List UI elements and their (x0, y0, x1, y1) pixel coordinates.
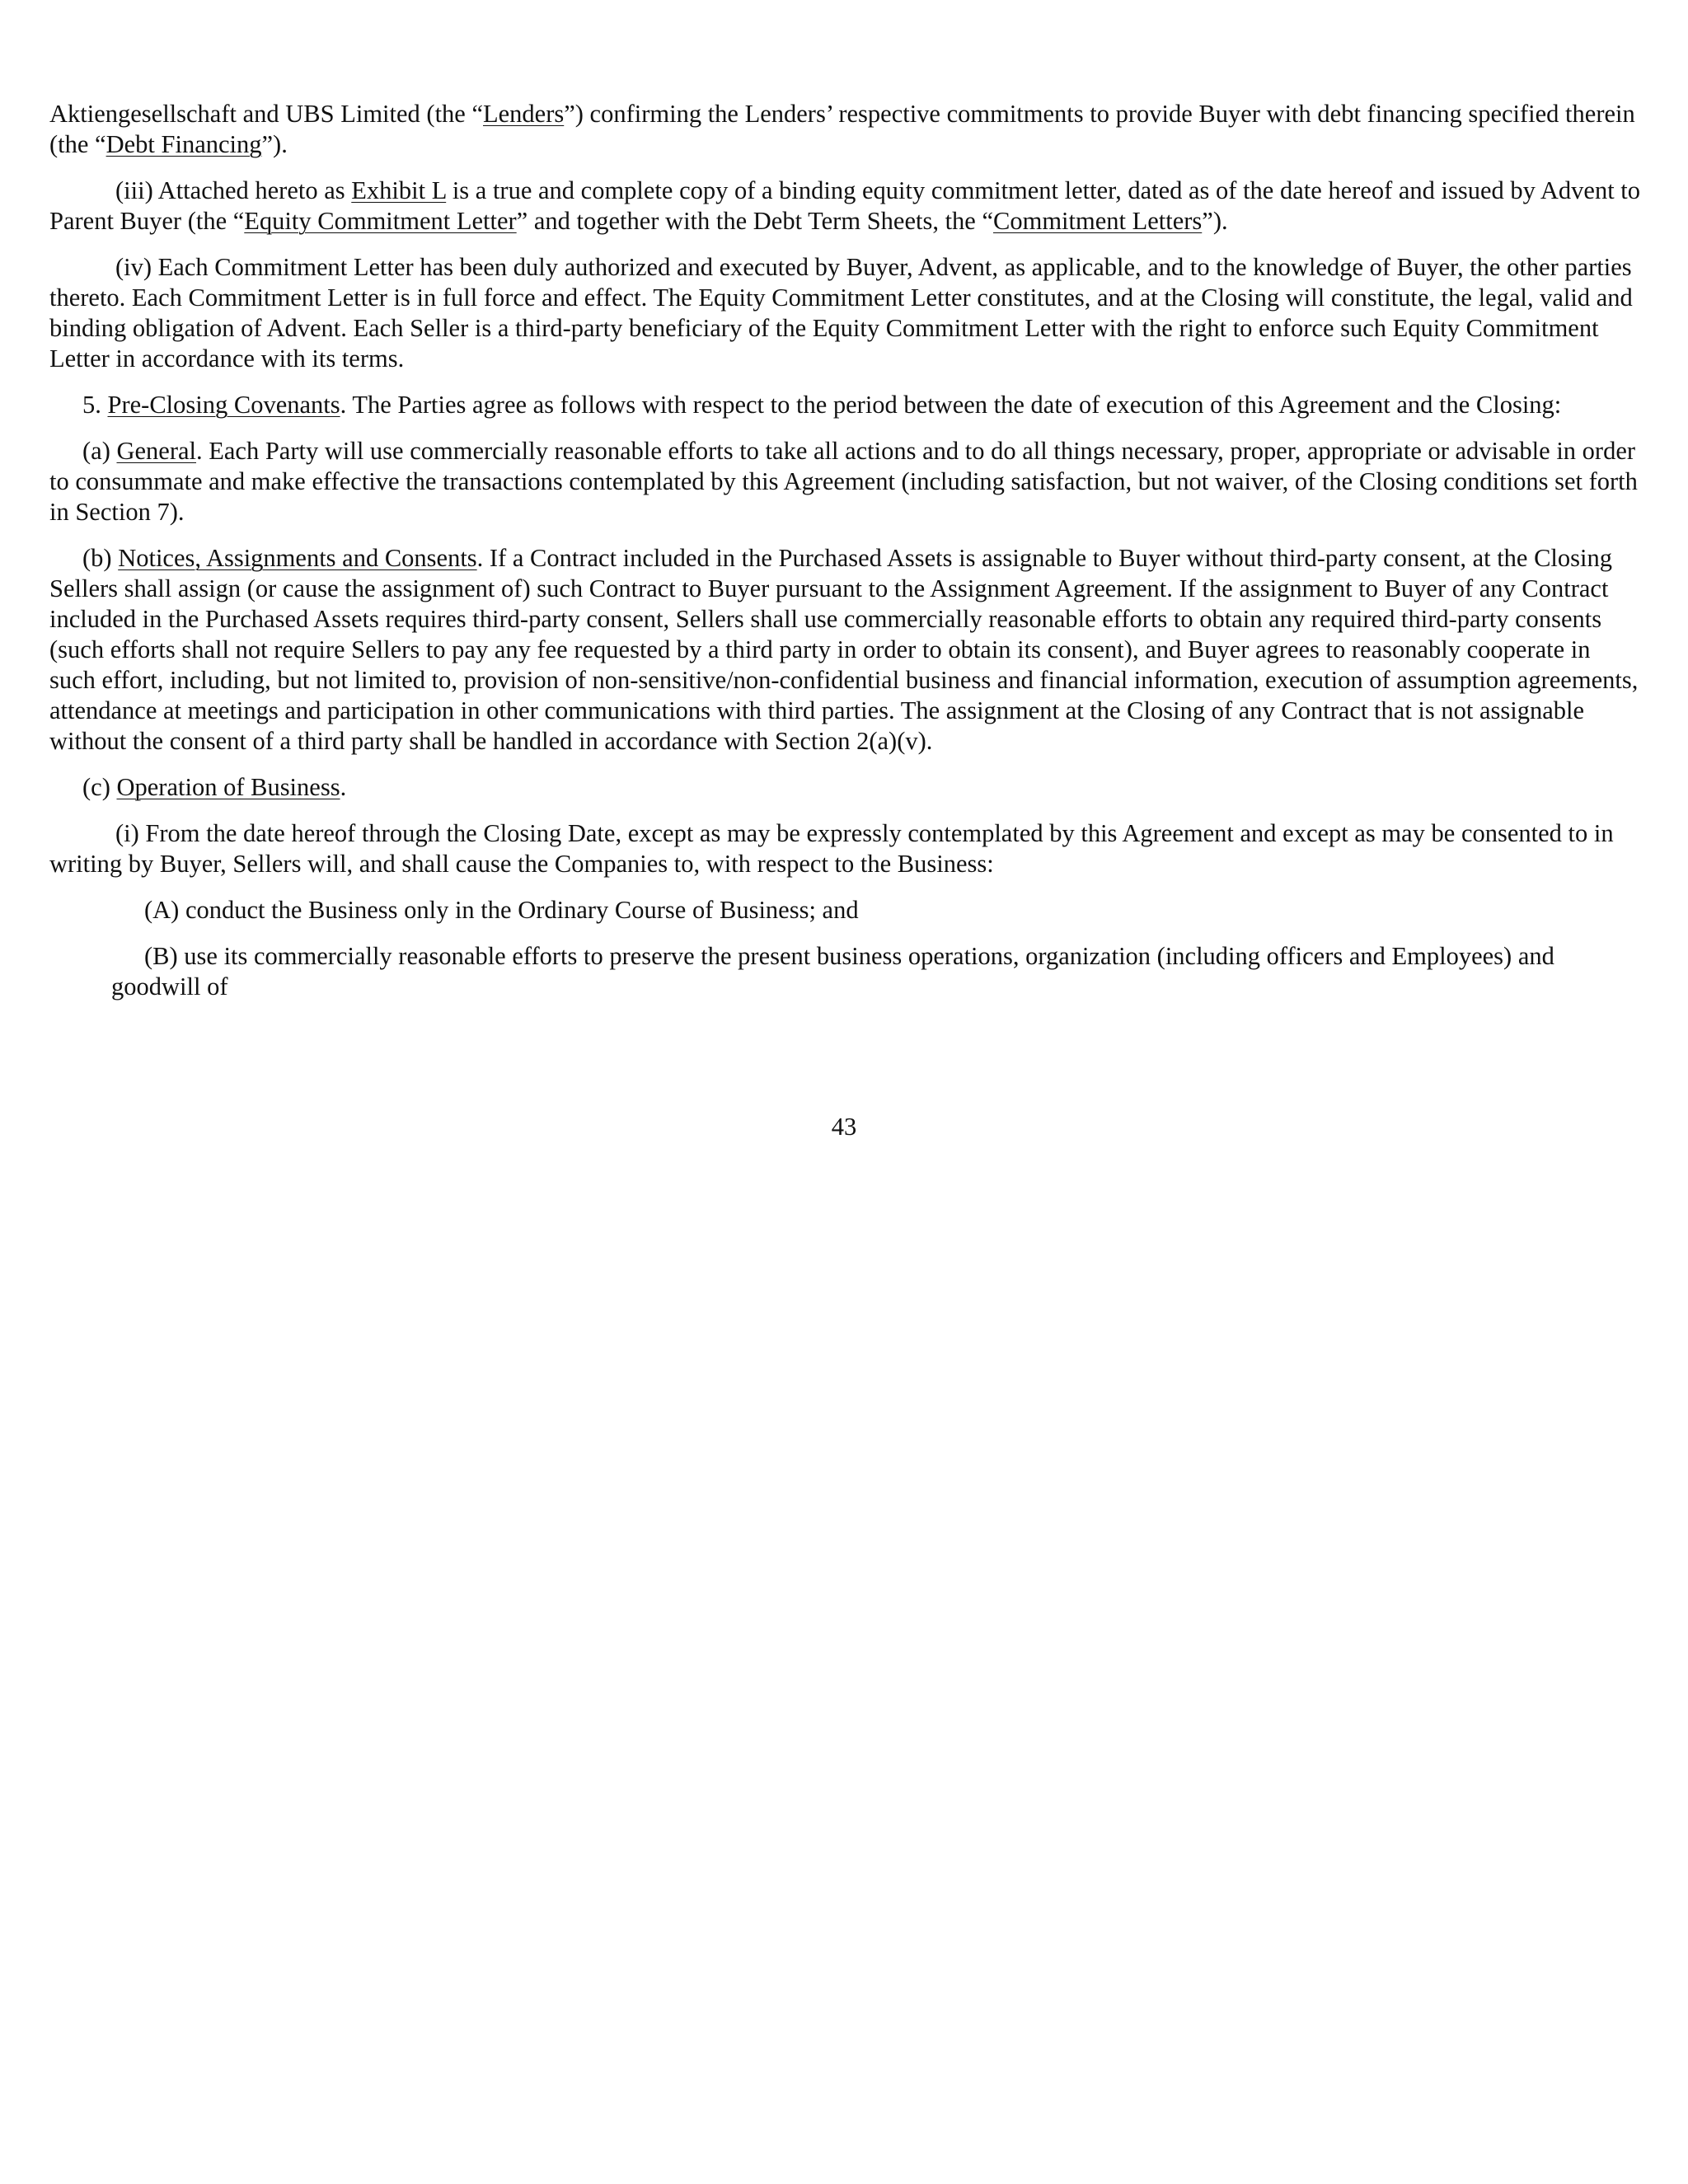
reference-exhibit-l: Exhibit L (351, 176, 447, 204)
section-heading-pre-closing-covenants: Pre-Closing Covenants (107, 391, 340, 419)
page-number: 43 (831, 1113, 857, 1141)
paragraph-lenders-debt-financing (49, 99, 1640, 160)
text: ”) confirming the Lenders’ respective commitments to provide Buyer with debt financing specified therein (the “ (49, 100, 1635, 158)
paragraph-a-general (49, 436, 1640, 527)
text: (B) use its commercially reasonable efforts to preserve the present business operations, organization (including officers and Employees) and goodwill of (111, 942, 1554, 1001)
document-body (49, 99, 1640, 1018)
subsection-label: (b) (82, 544, 119, 572)
defined-term-lenders: Lenders (483, 100, 565, 128)
paragraph-c-operation-of-business (49, 772, 1640, 803)
text: (A) conduct the Business only in the Ordinary Course of Business; and (144, 896, 859, 924)
text: (i) From the date hereof through the Closing Date, except as may be expressly contemplated by this Agreement and except as may be consented to in writing by Buyer, Sellers will, and shall cause the Companies to, with respect to the Business: (49, 819, 1614, 878)
subsection-heading-operation: Operation of Business (116, 773, 340, 801)
text: (iv) Each Commitment Letter has been duly authorized and executed by Buyer, Advent, as applicable, and to the knowledge of Buyer, the other parties thereto. Each Commitment Letter is in full force and effect. The Equity Commitment Letter constitutes, and at the Closing will constitute, the legal, valid and binding obligation of Advent. Each Seller is a third-party beneficiary of the Equity Commitment Letter with the right to enforce such Equity Commitment Letter in accordance with its terms. (49, 253, 1633, 373)
subsection-label: (c) (82, 773, 117, 801)
text: . Each Party will use commercially reasonable efforts to take all actions and to do all things necessary, proper, appropriate or advisable in order to consummate and make effective the transactions contemplated by this Agreement (including satisfaction, but not waiver, of the Closing conditions set forth in Section 7). (49, 437, 1638, 526)
paragraph-iv-commitment-letter (49, 252, 1640, 374)
text: ”). (261, 130, 288, 158)
text: . The Parties agree as follows with respect to the period between the date of execution of this Agreement and the Closing: (340, 391, 1562, 419)
subsection-label: (a) (82, 437, 117, 465)
paragraph-b-notices-assignments (49, 543, 1640, 757)
text: (iii) Attached hereto as (115, 176, 352, 204)
paragraph-b-preserve-operations (49, 941, 1640, 1002)
text: Aktiengesellschaft and UBS Limited (the “ (49, 100, 483, 128)
defined-term-debt-financing: Debt Financing (106, 130, 262, 158)
subsection-heading-general: General (116, 437, 197, 465)
text: ”). (1202, 207, 1228, 235)
paragraph-i-from-date-hereof (49, 818, 1640, 879)
subsection-heading-notices: Notices, Assignments and Consents (118, 544, 477, 572)
defined-term-commitment-letters: Commitment Letters (993, 207, 1203, 235)
section-number: 5. (82, 391, 108, 419)
section-5-pre-closing-covenants (49, 390, 1640, 420)
defined-term-equity-commitment-letter: Equity Commitment Letter (244, 207, 517, 235)
text: ” and together with the Debt Term Sheets, the “ (516, 207, 993, 235)
paragraph-iii-equity-commitment (49, 176, 1640, 237)
text: is a true and complete copy of a binding equity commitment letter, dated as of the date hereof and issued by Advent to Parent Buyer (the “ (49, 176, 1641, 235)
text: . (340, 773, 347, 801)
paragraph-a-ordinary-course (49, 895, 1640, 926)
text: . If a Contract included in the Purchased Assets is assignable to Buyer without third-party consent, at the Closing Sellers shall assign (or cause the assignment of) such Contract to Buyer pursuant to the Assignment Agreement. If the assignment to Buyer of any Contract included in the Purchased Assets requires third-party consent, Sellers shall use commercially reasonable efforts to obtain any required third-party consents (such efforts shall not require Sellers to pay any fee requested by a third party in order to obtain its consent), and Buyer agrees to reasonably cooperate in such effort, including, but not limited to, provision of non-sensitive/non-confidential business and financial information, execution of assumption agreements, attendance at meetings and participation in other communications with third parties. The assignment at the Closing of any Contract that is not assignable without the consent of a third party shall be handled in accordance with Section 2(a)(v). (49, 544, 1639, 755)
